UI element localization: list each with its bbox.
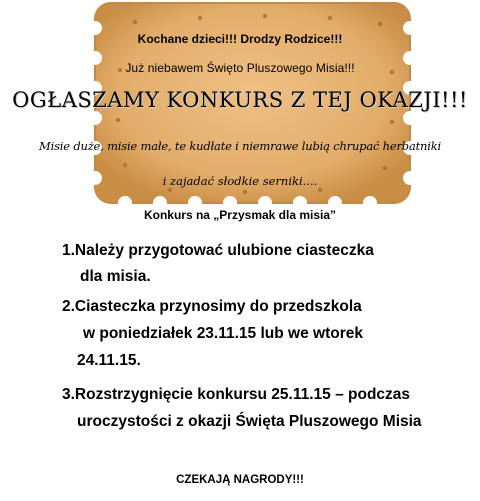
- description-line-2: i zajadać słodkie serniki....: [162, 174, 318, 188]
- rule-3-line-1: 3.Rozstrzygnięcie konkursu 25.11.15 – podczas: [62, 386, 411, 403]
- description-line-1: Misie duże, misie małe, te kudłate i niemrawe lubią chrupać herbatniki: [39, 139, 441, 153]
- greeting-text: Kochane dzieci!!! Drodzy Rodzice!!!: [137, 32, 343, 46]
- rule-2-line-3: 24.11.15.: [77, 352, 141, 369]
- rule-1-line-2: dla misia.: [80, 268, 151, 285]
- rule-2-line-2: w poniedziałek 23.11.15 lub we wtorek: [83, 325, 363, 342]
- contest-title: Konkurs na „Przysmak dla misia”: [143, 208, 337, 222]
- announcement-heading: OGŁASZAMY KONKURS Z TEJ OKAZJI!!!: [12, 88, 468, 112]
- rule-1-line-1: 1.Należy przygotować ulubione ciasteczka: [62, 242, 374, 259]
- announcement-subtitle: Już niebawem Święto Pluszowego Misia!!!: [125, 61, 355, 75]
- rule-3-line-2: uroczystości z okazji Święta Pluszowego Misia: [77, 413, 422, 430]
- rule-2-line-1: 2.Ciasteczka przynosimy do przedszkola: [62, 298, 362, 315]
- prizes-text: CZEKAJĄ NAGRODY!!!: [176, 474, 304, 486]
